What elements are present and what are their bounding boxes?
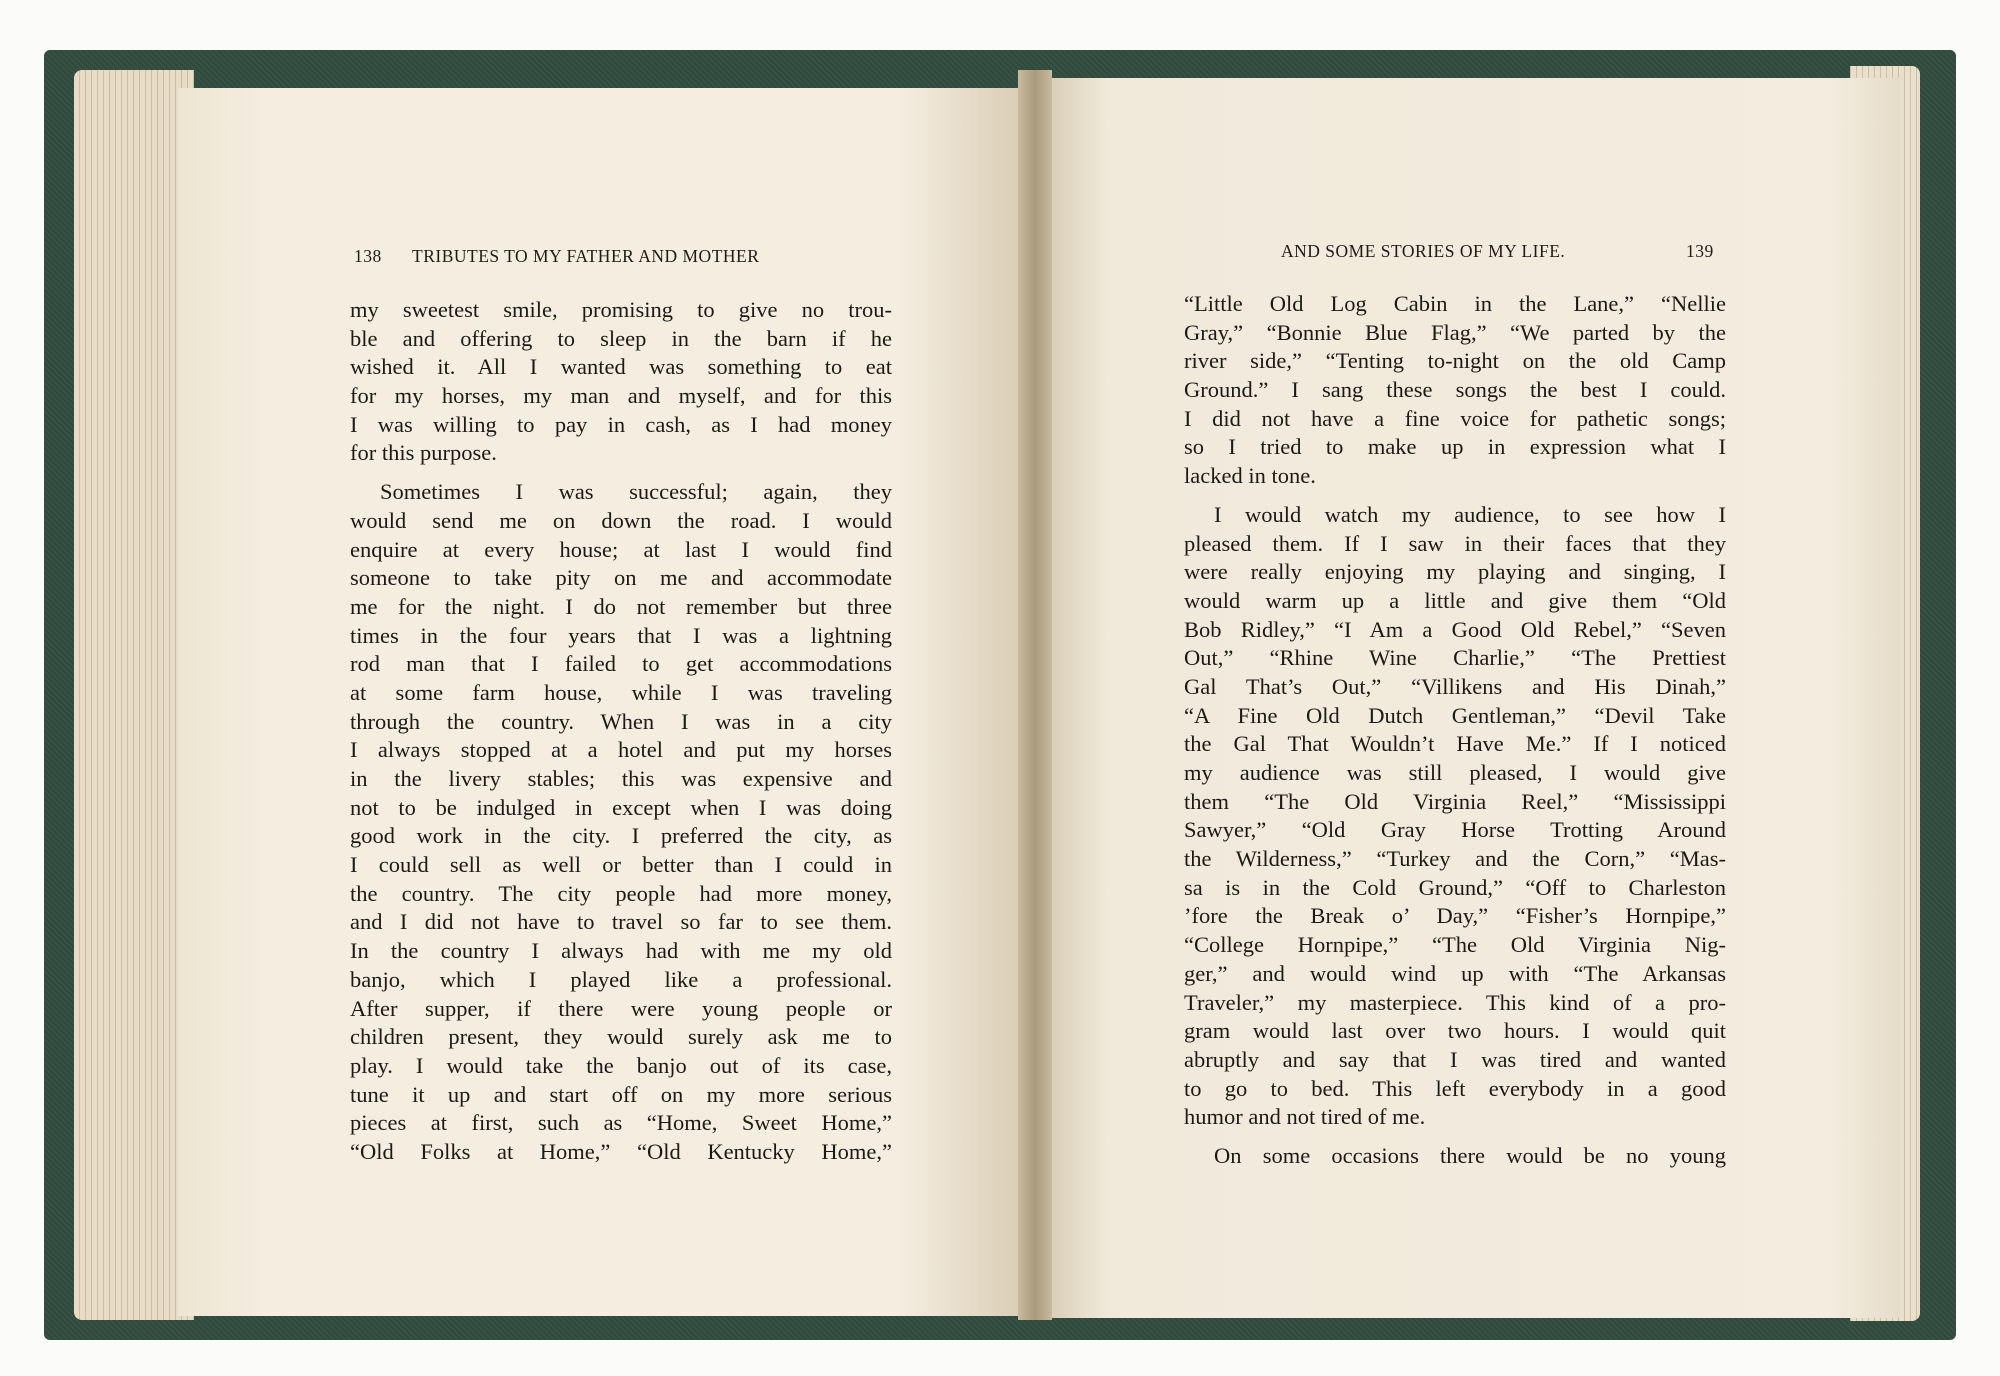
text-line: Out,” “Rhine Wine Charlie,” “The Prettiest bbox=[1184, 645, 1726, 671]
text-line: “College Hornpipe,” “The Old Virginia Nig- bbox=[1184, 932, 1726, 958]
right-running-head: AND SOME STORIES OF MY LIFE. bbox=[1281, 241, 1566, 261]
text-line: I did not have a fine voice for pathetic songs; bbox=[1184, 405, 1726, 431]
text-line: After supper, if there were young people or bbox=[350, 995, 892, 1021]
text-line: times in the four years that I was a lightning bbox=[350, 622, 892, 648]
right-page-body bbox=[1184, 290, 1726, 1181]
text-line: ble and offering to sleep in the barn if he bbox=[350, 325, 892, 351]
text-line: pieces at first, such as “Home, Sweet Home,” bbox=[350, 1110, 892, 1136]
text-line: river side,” “Tenting to-night on the old Camp bbox=[1184, 348, 1726, 374]
text-line: Ground.” I sang these songs the best I could. bbox=[1184, 377, 1726, 403]
text-line: Sometimes I was successful; again, they bbox=[380, 479, 892, 505]
text-line: pleased them. If I saw in their faces that they bbox=[1184, 530, 1726, 556]
text-line: my sweetest smile, promising to give no trou- bbox=[350, 297, 892, 322]
text-line: Bob Ridley,” “I Am a Good Old Rebel,” “Seven bbox=[1184, 616, 1726, 642]
paragraph bbox=[350, 478, 892, 1167]
text-line: enquire at every house; at last I would find bbox=[350, 536, 892, 562]
text-line: good work in the city. I preferred the city, as bbox=[350, 823, 892, 849]
paragraph bbox=[1184, 290, 1726, 491]
text-line: wished it. All I wanted was something to eat bbox=[350, 354, 892, 380]
text-line: I would watch my audience, to see how I bbox=[1214, 501, 1726, 527]
text-line: Gal That’s Out,” “Villikens and His Dinah,” bbox=[1184, 673, 1726, 699]
text-line: lacked in tone. bbox=[1184, 463, 1316, 489]
text-line: rod man that I failed to get accommodations bbox=[350, 651, 892, 677]
text-line: would warm up a little and give them “Old bbox=[1184, 587, 1726, 613]
text-line: In the country I always had with me my old bbox=[350, 938, 892, 964]
text-line: I could sell as well or better than I could in bbox=[350, 852, 892, 878]
text-line: ger,” and would wind up with “The Arkansas bbox=[1184, 960, 1726, 986]
text-line: sa is in the Cold Ground,” “Off to Charleston bbox=[1184, 874, 1726, 900]
text-line: “Little Old Log Cabin in the Lane,” “Nellie bbox=[1184, 291, 1726, 316]
text-line: banjo, which I played like a professional. bbox=[350, 966, 892, 992]
text-line: Gray,” “Bonnie Blue Flag,” “We parted by the bbox=[1184, 319, 1726, 345]
left-page-number: 138 bbox=[354, 246, 382, 266]
text-line: not to be indulged in except when I was doing bbox=[350, 794, 892, 820]
text-line: Sawyer,” “Old Gray Horse Trotting Around bbox=[1184, 817, 1726, 843]
text-line: them “The Old Virginia Reel,” “Mississippi bbox=[1184, 788, 1726, 814]
text-line: abruptly and say that I was tired and wanted bbox=[1184, 1046, 1726, 1072]
paragraph bbox=[1184, 1142, 1726, 1171]
text-line: On some occasions there would be no young bbox=[1214, 1142, 1726, 1168]
text-line: the country. The city people had more money, bbox=[350, 880, 892, 906]
paragraph bbox=[350, 296, 892, 468]
text-line: would send me on down the road. I would bbox=[350, 507, 892, 533]
right-page-number: 139 bbox=[1686, 241, 1714, 261]
text-line: through the country. When I was in a city bbox=[350, 708, 892, 734]
book-gutter bbox=[1018, 70, 1052, 1320]
text-line: for this purpose. bbox=[350, 440, 497, 466]
text-line: my audience was still pleased, I would give bbox=[1184, 760, 1726, 785]
text-line: tune it up and start off on my more serious bbox=[350, 1081, 892, 1107]
text-line: I was willing to pay in cash, as I had money bbox=[350, 411, 892, 437]
text-line: the Gal That Wouldn’t Have Me.” If I noticed bbox=[1184, 731, 1726, 757]
text-line: humor and not tired of me. bbox=[1184, 1104, 1426, 1130]
text-line: gram would last over two hours. I would quit bbox=[1184, 1018, 1726, 1044]
text-line: ’fore the Break o’ Day,” “Fisher’s Hornpipe,” bbox=[1184, 903, 1726, 929]
left-page-body bbox=[350, 296, 892, 1177]
text-line: so I tried to make up in expression what I bbox=[1184, 434, 1726, 460]
text-line: children present, they would surely ask me to bbox=[350, 1024, 892, 1050]
text-line: play. I would take the banjo out of its case, bbox=[350, 1052, 892, 1078]
text-line: I always stopped at a hotel and put my horses bbox=[350, 737, 892, 763]
text-line: “Old Folks at Home,” “Old Kentucky Home,” bbox=[350, 1138, 892, 1164]
paragraph bbox=[1184, 501, 1726, 1132]
text-line: to go to bed. This left everybody in a good bbox=[1184, 1075, 1726, 1101]
text-line: me for the night. I do not remember but three bbox=[350, 593, 892, 619]
text-line: “A Fine Old Dutch Gentleman,” “Devil Take bbox=[1184, 702, 1726, 728]
left-running-head: TRIBUTES TO MY FATHER AND MOTHER bbox=[412, 246, 760, 266]
text-line: in the livery stables; this was expensive and bbox=[350, 766, 892, 791]
text-line: at some farm house, while I was traveling bbox=[350, 679, 892, 705]
text-line: Traveler,” my masterpiece. This kind of a pro- bbox=[1184, 989, 1726, 1015]
text-line: and I did not have to travel so far to see them. bbox=[350, 909, 892, 935]
text-line: for my horses, my man and myself, and for this bbox=[350, 383, 892, 409]
page-edges-left bbox=[74, 70, 194, 1320]
text-line: the Wilderness,” “Turkey and the Corn,” “Mas- bbox=[1184, 846, 1726, 872]
text-line: someone to take pity on me and accommodate bbox=[350, 565, 892, 591]
text-line: were really enjoying my playing and singing, I bbox=[1184, 559, 1726, 585]
